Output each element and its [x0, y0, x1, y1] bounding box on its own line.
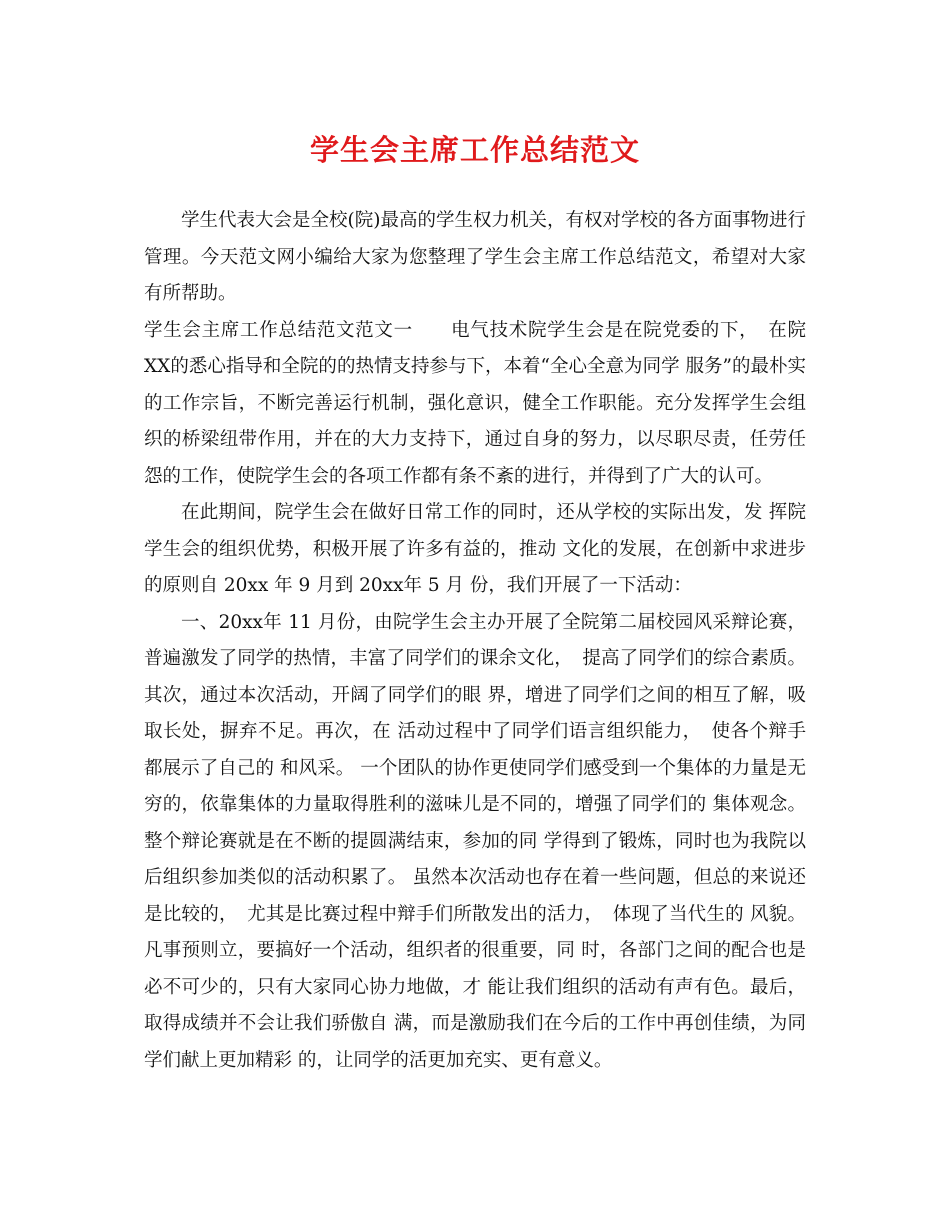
section-one-paragraph: 学生会主席工作总结范文范文一 电气技术院学生会是在院党委的下， 在院XX的悉心指导和全院的的热情支持参与下，本着“全心全意为同学 服务”的最朴实的工作宗旨，不断完善运行机制，强化意识，健全工作职能。充分发挥学生会组织的桥梁纽带作用，并在的大力支持下，通过自身的努力，以尽职尽责，任劳任怨的工作，使院学生会的各项工作都有条不紊的进行，并得到了广大的认可。	[144, 319, 806, 487]
intro-paragraph: 学生代表大会是全校(院)最高的学生权力机关，有权对学校的各方面事物进行管理。今天范文网小编给大家为您整理了学生会主席工作总结范文，希望对大家有所帮助。	[144, 210, 806, 304]
activities-intro-paragraph: 在此期间，院学生会在做好日常工作的同时，还从学校的实际出发，发 挥院学生会的组织优势，积极开展了许多有益的，推动 文化的发展，在创新中求进步的原则自 20xx 年 9 月到 20xx年 5 月 份，我们开展了一下活动：	[144, 502, 806, 596]
document-title: 学生会主席工作总结范文	[309, 133, 640, 167]
document-body	[144, 203, 806, 1079]
debate-activity-paragraph: 一、20xx年 11 月份，由院学生会主办开展了全院第二届校园风采辩论赛，普遍激发了同学的热情，丰富了同学们的课余文化， 提高了同学们的综合素质。其次，通过本次活动，开阔了同学们的眼 界，增进了同学们之间的相互了解，吸取长处，摒弃不足。再次，在 活动过程中了同学们语言组织能力， 使各个辩手都展示了自己的 和风采。 一个团队的协作更使同学们感受到一个集体的力量是无 穷的，依靠集体的力量取得胜利的滋味儿是不同的，增强了同学们的 集体观念。整个辩论赛就是在不断的提圆满结束，参加的同 学得到了锻炼，同时也为我院以后组织参加类似的活动积累了。 虽然本次活动也存在着一些问题，但总的来说还是比较的， 尤其是比赛过程中辩手们所散发出的活力， 体现了当代生的 风貌。凡事预则立，要搞好一个活动，组织者的很重要，同 时，各部门之间的配合也是必不可少的，只有大家同心协力地做，才 能让我们组织的活动有声有色。最后，取得成绩并不会让我们骄傲自 满，而是激励我们在今后的工作中再创佳绩，为同学们献上更加精彩 的，让同学的活更加充实、更有意义。	[144, 611, 806, 1071]
